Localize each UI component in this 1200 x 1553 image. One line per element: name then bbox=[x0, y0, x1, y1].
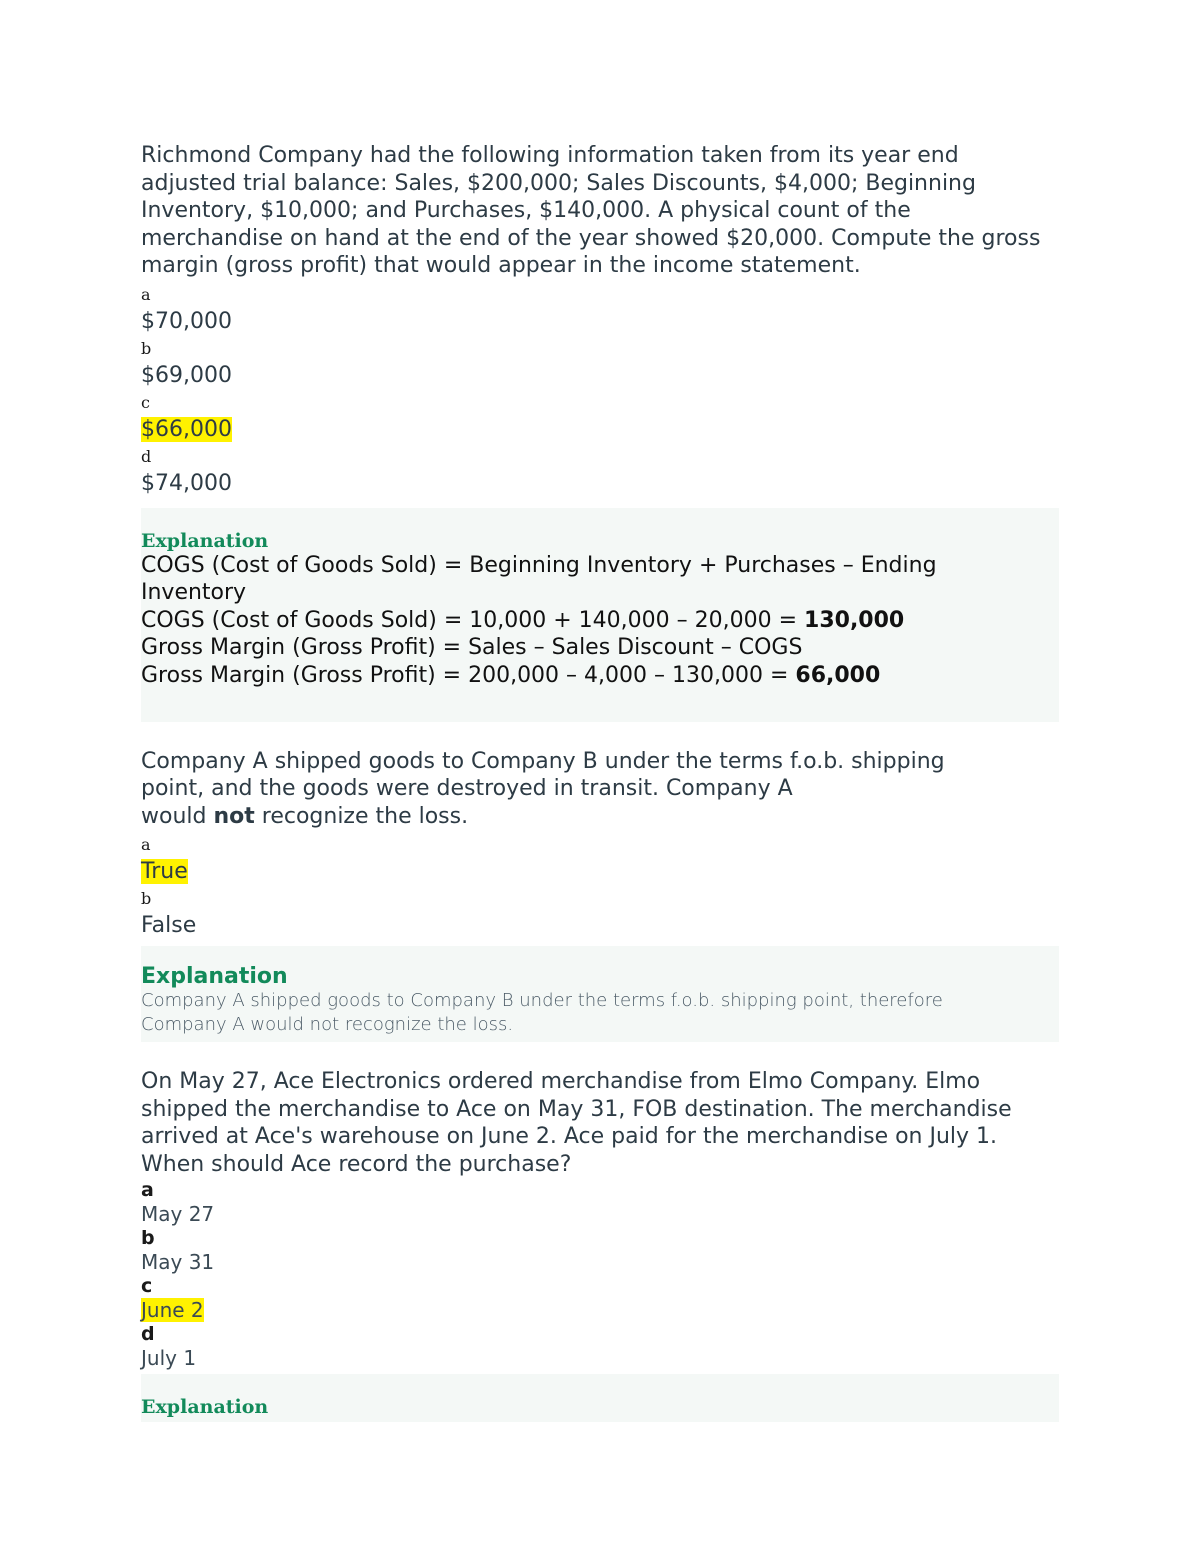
question-1-options bbox=[141, 282, 1059, 498]
explanation-box bbox=[141, 508, 1059, 722]
question-emphasis: not bbox=[213, 803, 255, 829]
explanation-title: Explanation bbox=[141, 529, 269, 552]
option-value-highlighted: True bbox=[141, 859, 188, 884]
option-letter: c bbox=[141, 1275, 153, 1297]
question-2-text bbox=[141, 748, 1011, 831]
question-text: Company A shipped goods to Company B under the terms f.o.b. shipping point, and the goods were destroyed in transit. Company A bbox=[141, 748, 945, 801]
document-page bbox=[141, 140, 1059, 1422]
option-letter: c bbox=[141, 392, 150, 412]
option-b[interactable] bbox=[141, 1226, 1059, 1274]
question-text: would bbox=[141, 803, 214, 829]
option-a[interactable] bbox=[141, 282, 1059, 336]
option-letter: a bbox=[141, 284, 151, 304]
option-value-highlighted: $66,000 bbox=[141, 416, 232, 442]
option-value: May 27 bbox=[141, 1202, 215, 1226]
option-letter: d bbox=[141, 1323, 155, 1345]
question-3 bbox=[141, 1068, 1059, 1422]
option-letter: b bbox=[141, 889, 152, 908]
explanation-line bbox=[141, 662, 1059, 690]
option-a[interactable] bbox=[141, 1178, 1059, 1226]
option-letter: a bbox=[141, 1179, 154, 1201]
option-b[interactable] bbox=[141, 336, 1059, 390]
option-letter: d bbox=[141, 446, 152, 466]
option-value: July 1 bbox=[141, 1346, 197, 1370]
option-letter: b bbox=[141, 1227, 155, 1249]
question-3-text: On May 27, Ace Electronics ordered merchandise from Elmo Company. Elmo shipped the merchandise to Ace on May 31, FOB destination. The merchandise arrived at Ace's warehouse on June 2. Ace paid for the merchandise on July 1. When should Ace record the purchase? bbox=[141, 1069, 1012, 1177]
option-d[interactable] bbox=[141, 444, 1059, 498]
explanation-text: Gross Margin (Gross Profit) = 200,000 – 4,000 – 130,000 = bbox=[141, 662, 796, 688]
option-a[interactable] bbox=[141, 832, 1059, 886]
option-value: False bbox=[141, 913, 197, 938]
explanation-title: Explanation bbox=[141, 1396, 269, 1418]
explanation-box bbox=[141, 1374, 1059, 1422]
option-value: $69,000 bbox=[141, 362, 232, 388]
option-b[interactable] bbox=[141, 886, 1059, 940]
explanation-result: 66,000 bbox=[795, 662, 881, 688]
option-value: $70,000 bbox=[141, 308, 232, 334]
option-value: $74,000 bbox=[141, 470, 232, 496]
explanation-line bbox=[141, 607, 1059, 635]
option-value: May 31 bbox=[141, 1250, 215, 1274]
explanation-result: 130,000 bbox=[804, 607, 905, 633]
question-1-text: Richmond Company had the following information taken from its year end adjusted trial balance: Sales, $200,000; Sales Discounts, $4,000; Beginning Inventory, $10,000; and Purchases, $140,000. A physical count of the merchandise on hand at the end of the year showed $20,000. Compute the gross margin (gross profit) that would appear in the income statement. bbox=[141, 143, 1041, 278]
option-c[interactable] bbox=[141, 1274, 1059, 1322]
option-c[interactable] bbox=[141, 390, 1059, 444]
option-letter: a bbox=[141, 835, 151, 854]
question-2-options bbox=[141, 832, 1059, 940]
question-2 bbox=[141, 748, 1059, 1043]
explanation-box bbox=[141, 946, 1059, 1042]
option-letter: b bbox=[141, 338, 152, 358]
question-1 bbox=[141, 142, 1059, 722]
option-d[interactable] bbox=[141, 1322, 1059, 1370]
option-value-highlighted: June 2 bbox=[141, 1298, 204, 1322]
explanation-line: COGS (Cost of Goods Sold) = Beginning Inventory + Purchases – Ending Inventory bbox=[141, 552, 937, 605]
explanation-text: COGS (Cost of Goods Sold) = 10,000 + 140,000 – 20,000 = bbox=[141, 607, 805, 633]
explanation-title: Explanation bbox=[141, 964, 288, 989]
explanation-text: Company A shipped goods to Company B under the terms f.o.b. shipping point, therefore Company A would not recognize the loss. bbox=[141, 990, 943, 1035]
question-3-options bbox=[141, 1178, 1059, 1370]
question-text: recognize the loss. bbox=[254, 803, 469, 829]
explanation-line: Gross Margin (Gross Profit) = Sales – Sales Discount – COGS bbox=[141, 635, 803, 660]
